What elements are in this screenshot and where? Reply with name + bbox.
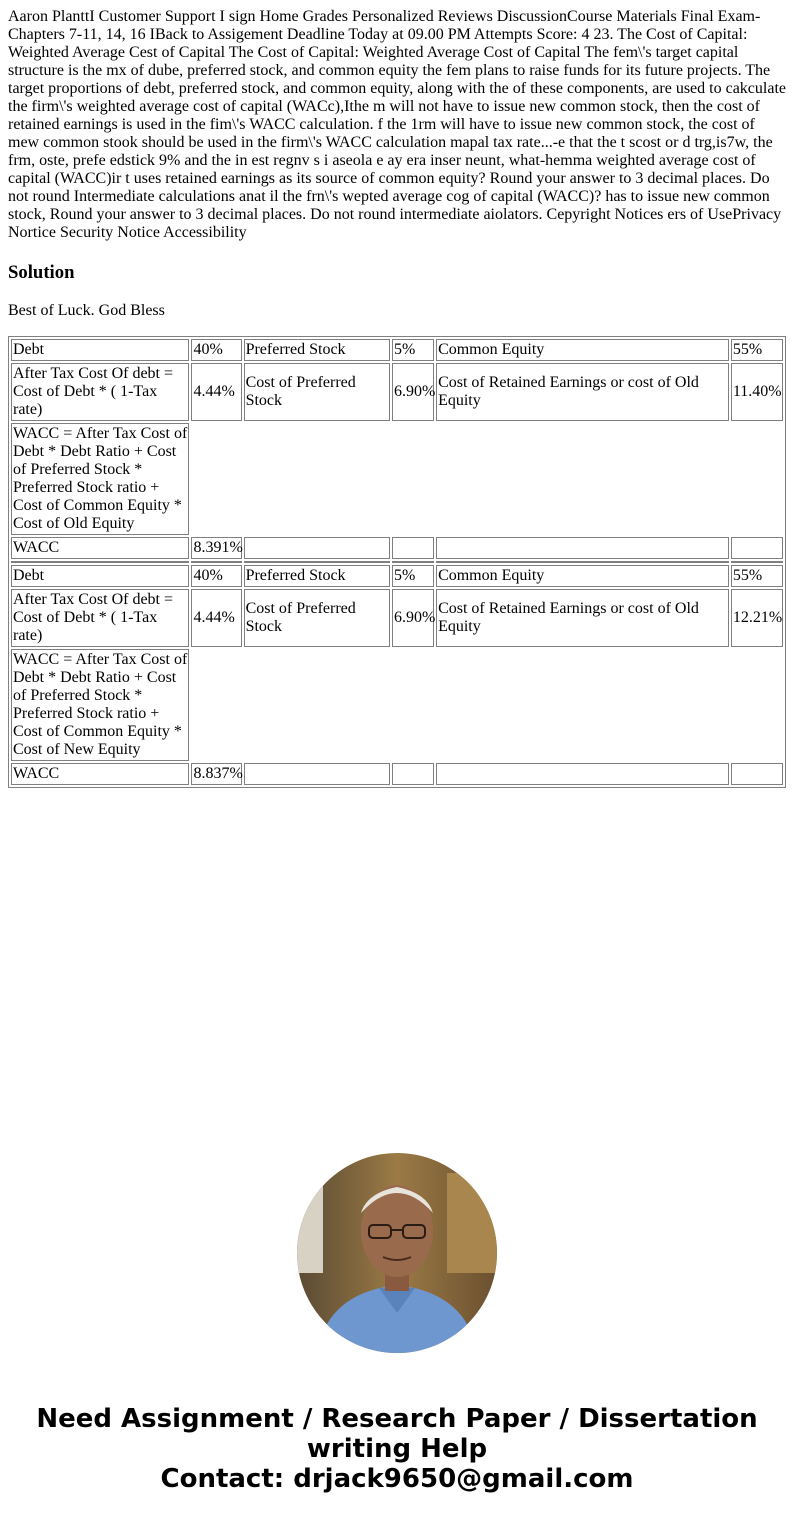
question-text: Aaron PlanttI Customer Support I sign Home Grades Personalized Reviews DiscussionCourse Materials Final Exam-Chapters 7-11, 14, 16 IBack to Assigement Deadline Today at 09.00 PM Attempts Score: 4 23. The Cost of Capital: Weighted Average Cest of Capital The Cost of Capital: Weighted Average Cost of Capital The fem\'s target capital structure is the mx of dube, preferred stock, and common equity the fem plans to raise funds for its future projects. The target proportions of debt, preferred stock, and common equity, along with the of these components, are used to cakculate the firm\'s weighted average cost of capital (WACc),Ithe m will not have to issue new common stock, then the cost of retained earnings is used in the fim\'s WACC calculation. f the 1rm will have to issue new common stock, the cost of mew common stook should be used in the firm\'s WACC calculation mapal tax rate...-e that the t scost or d trg,is7w, the frm, oste, prefe edstick 9% and the in est regnv s i aseola e ay era inser neunt, what-hemma weighted average cost of capital (WACC)ir t uses retained earnings as its source of common equity? Round your answer to 3 decimal places. Do not round Intermediate calculations anat il the frn\'s wepted average cog of capital (WACC)? has to issue new common stock, Round your answer to 3 decimal places. Do not round intermediate aiolators. Cepyright Notices ers of UsePrivacy Nortice Security Notice Accessibility bbox=[8, 8, 786, 241]
after-tax-cost-of-debt-value: 4.44% bbox=[191, 589, 241, 647]
table-row bbox=[11, 537, 783, 559]
empty-cell bbox=[731, 537, 783, 559]
empty-cell bbox=[731, 763, 783, 785]
table-row bbox=[11, 589, 783, 647]
common-equity-weight: 55% bbox=[731, 565, 783, 587]
wacc-value: 8.391% bbox=[191, 537, 241, 559]
footer-help-text: Need Assignment / Research Paper / Dissertation writing Help bbox=[36, 1404, 758, 1464]
empty-cell bbox=[436, 763, 729, 785]
preferred-stock-label: Preferred Stock bbox=[244, 339, 390, 361]
cost-of-preferred-stock-label: Cost of Preferred Stock bbox=[244, 363, 390, 421]
table-separator-row bbox=[11, 561, 783, 563]
cost-of-equity-value: 12.21% bbox=[731, 589, 783, 647]
empty-cell bbox=[392, 537, 434, 559]
empty-cell bbox=[244, 561, 390, 563]
debt-label: Debt bbox=[11, 339, 189, 361]
wacc-formula: WACC = After Tax Cost of Debt * Debt Ratio + Cost of Preferred Stock * Preferred Stock ratio + Cost of Common Equity * Cost of New Equity bbox=[11, 649, 189, 761]
cost-of-equity-label: Cost of Retained Earnings or cost of Old Equity bbox=[436, 589, 729, 647]
solution-heading: Solution bbox=[8, 262, 75, 283]
after-tax-cost-of-debt-value: 4.44% bbox=[191, 363, 241, 421]
debt-weight: 40% bbox=[191, 339, 241, 361]
empty-cell bbox=[731, 561, 783, 563]
empty-cell bbox=[244, 763, 390, 785]
footer-contact-email: Contact: drjack9650@gmail.com bbox=[160, 1464, 634, 1494]
table-row bbox=[11, 363, 783, 421]
wacc-label: WACC bbox=[11, 763, 189, 785]
empty-cell bbox=[392, 763, 434, 785]
wacc-table bbox=[8, 336, 786, 788]
table-row bbox=[11, 763, 783, 785]
common-equity-label: Common Equity bbox=[436, 339, 729, 361]
preferred-stock-weight: 5% bbox=[392, 565, 434, 587]
preferred-stock-label: Preferred Stock bbox=[244, 565, 390, 587]
table-row bbox=[11, 565, 783, 587]
table-row bbox=[11, 649, 783, 761]
empty-cell bbox=[436, 561, 729, 563]
empty-cell bbox=[244, 537, 390, 559]
after-tax-cost-of-debt-label: After Tax Cost Of debt = Cost of Debt * ( 1-Tax rate) bbox=[11, 589, 189, 647]
cost-of-preferred-stock-label: Cost of Preferred Stock bbox=[244, 589, 390, 647]
empty-cell bbox=[191, 561, 241, 563]
empty-cell bbox=[11, 561, 189, 563]
debt-weight: 40% bbox=[191, 565, 241, 587]
avatar bbox=[297, 1153, 497, 1353]
footer-contact bbox=[0, 1404, 794, 1494]
after-tax-cost-of-debt-label: After Tax Cost Of debt = Cost of Debt * ( 1-Tax rate) bbox=[11, 363, 189, 421]
cost-of-preferred-stock-value: 6.90% bbox=[392, 589, 434, 647]
empty-cell bbox=[436, 537, 729, 559]
common-equity-label: Common Equity bbox=[436, 565, 729, 587]
wacc-formula: WACC = After Tax Cost of Debt * Debt Ratio + Cost of Preferred Stock * Preferred Stock ratio + Cost of Common Equity * Cost of Old Equity bbox=[11, 423, 189, 535]
empty-cell bbox=[392, 561, 434, 563]
preferred-stock-weight: 5% bbox=[392, 339, 434, 361]
common-equity-weight: 55% bbox=[731, 339, 783, 361]
solution-note: Best of Luck. God Bless bbox=[8, 302, 165, 319]
table-row bbox=[11, 423, 783, 535]
cost-of-equity-value: 11.40% bbox=[731, 363, 783, 421]
table-row bbox=[11, 339, 783, 361]
avatar-portrait-image bbox=[297, 1153, 497, 1353]
debt-label: Debt bbox=[11, 565, 189, 587]
cost-of-equity-label: Cost of Retained Earnings or cost of Old Equity bbox=[436, 363, 729, 421]
cost-of-preferred-stock-value: 6.90% bbox=[392, 363, 434, 421]
wacc-value: 8.837% bbox=[191, 763, 241, 785]
wacc-label: WACC bbox=[11, 537, 189, 559]
